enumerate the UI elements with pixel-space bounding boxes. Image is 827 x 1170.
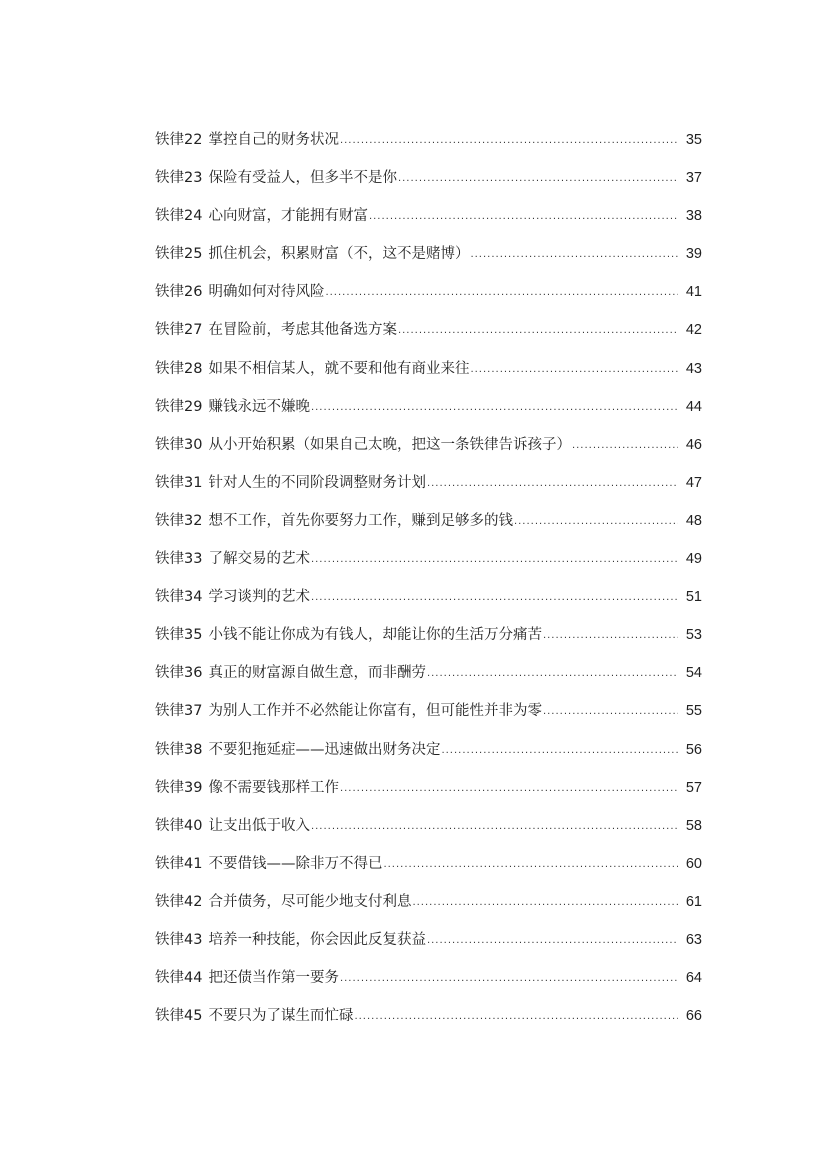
toc-entry[interactable] [155,166,702,204]
toc-entry-title: 了解交易的艺术 [208,551,310,568]
toc-entry[interactable] [155,814,702,852]
toc-entry-number: 铁律23 [155,170,203,187]
table-of-contents [155,128,702,1042]
toc-entry-title: 明确如何对待风险 [208,284,325,301]
toc-entry-number: 铁律45 [155,1008,203,1025]
toc-entry-page: 61 [685,893,702,910]
toc-entry-page: 41 [685,284,702,301]
toc-entry-page: 39 [685,246,702,263]
toc-entry-title: 让支出低于收入 [208,817,310,834]
toc-entry-page: 54 [685,665,702,682]
dot-leader [470,358,678,382]
toc-entry[interactable] [155,318,702,356]
toc-entry[interactable] [155,280,702,318]
toc-entry[interactable] [155,242,702,280]
toc-entry-page: 42 [685,322,702,339]
dot-leader [470,243,678,267]
dot-leader [311,396,678,420]
toc-entry-page: 66 [685,1008,702,1025]
toc-entry-page: 53 [685,627,702,644]
toc-entry[interactable] [155,852,702,890]
dot-leader [311,815,678,839]
toc-entry-page: 64 [685,970,702,987]
toc-entry[interactable] [155,623,702,661]
toc-entry-page: 38 [685,208,702,225]
dot-leader [340,129,678,153]
dot-leader [441,739,678,763]
toc-entry[interactable] [155,890,702,928]
toc-entry[interactable] [155,509,702,547]
dot-leader [340,777,678,801]
toc-entry-number: 铁律34 [155,589,203,606]
toc-entry-number: 铁律44 [155,970,203,987]
toc-entry[interactable] [155,395,702,433]
toc-entry-title: 保险有受益人，但多半不是你 [208,170,397,187]
toc-entry-title: 针对人生的不同阶段调整财务计划 [208,474,426,491]
toc-entry-title: 为别人工作并不必然能让你富有，但可能性并非为零 [208,703,542,720]
dot-leader [383,853,678,877]
dot-leader [398,319,678,343]
dot-leader [398,167,678,191]
toc-entry-number: 铁律41 [155,855,203,872]
toc-entry-page: 44 [685,398,702,415]
toc-entry-title: 合并债务，尽可能少地支付利息 [208,893,412,910]
toc-entry-page: 47 [685,474,702,491]
dot-leader [311,586,678,610]
toc-entry-title: 把还债当作第一要务 [208,970,339,987]
toc-entry-title: 心向财富，才能拥有财富 [208,208,368,225]
toc-entry-title: 想不工作，首先你要努力工作，赚到足够多的钱 [208,512,513,529]
dot-leader [311,548,678,572]
toc-entry-number: 铁律35 [155,627,203,644]
toc-entry[interactable] [155,585,702,623]
dot-leader [412,891,678,915]
toc-entry-number: 铁律37 [155,703,203,720]
dot-leader [572,434,678,458]
toc-entry-number: 铁律27 [155,322,203,339]
dot-leader [543,700,678,724]
toc-entry-number: 铁律42 [155,893,203,910]
toc-entry-number: 铁律32 [155,512,203,529]
toc-entry-number: 铁律40 [155,817,203,834]
toc-entry-page: 55 [685,703,702,720]
toc-entry-page: 48 [685,512,702,529]
toc-entry-number: 铁律26 [155,284,203,301]
toc-entry[interactable] [155,699,702,737]
toc-entry-number: 铁律28 [155,360,203,377]
dot-leader [340,967,678,991]
toc-entry-title: 在冒险前，考虑其他备选方案 [208,322,397,339]
toc-entry-title: 抓住机会，积累财富（不，这不是赌博） [208,246,470,263]
toc-entry-title: 不要犯拖延症——迅速做出财务决定 [208,741,441,758]
toc-entry-number: 铁律22 [155,132,203,148]
toc-entry-title: 不要借钱——除非万不得已 [208,855,383,872]
toc-entry-page: 51 [685,589,702,606]
toc-entry-number: 铁律24 [155,208,203,225]
toc-entry-number: 铁律39 [155,779,203,796]
toc-entry[interactable] [155,547,702,585]
toc-entry-page: 58 [685,817,702,834]
toc-entry-number: 铁律36 [155,665,203,682]
dot-leader [514,510,678,534]
toc-entry-title: 从小开始积累（如果自己太晚，把这一条铁律告诉孩子） [208,436,571,453]
toc-entry-number: 铁律43 [155,931,203,948]
dot-leader [543,624,678,648]
toc-entry[interactable] [155,471,702,509]
toc-entry-number: 铁律30 [155,436,203,453]
toc-entry-page: 46 [685,436,702,453]
toc-entry-title: 如果不相信某人，就不要和他有商业来往 [208,360,470,377]
toc-entry-title: 学习谈判的艺术 [208,589,310,606]
toc-entry[interactable] [155,776,702,814]
toc-entry-number: 铁律31 [155,474,203,491]
toc-entry-title: 掌控自己的财务状况 [208,132,339,148]
toc-entry-number: 铁律25 [155,246,203,263]
dot-leader [427,662,678,686]
toc-entry-page: 63 [685,931,702,948]
toc-entry-page: 60 [685,855,702,872]
dot-leader [369,205,678,229]
toc-entry[interactable] [155,928,702,966]
toc-entry-page: 49 [685,551,702,568]
toc-entry[interactable] [155,128,702,166]
toc-entry[interactable] [155,966,702,1004]
toc-entry-title: 不要只为了谋生而忙碌 [208,1008,354,1025]
toc-entry[interactable] [155,661,702,699]
toc-entry-title: 赚钱永远不嫌晚 [208,398,310,415]
toc-entry-page: 57 [685,779,702,796]
toc-entry-title: 培养一种技能，你会因此反复获益 [208,931,426,948]
toc-entry-title: 小钱不能让你成为有钱人，却能让你的生活万分痛苦 [208,627,542,644]
dot-leader [427,929,678,953]
toc-entry-number: 铁律38 [155,741,203,758]
dot-leader [325,281,678,305]
toc-entry[interactable] [155,357,702,395]
toc-entry[interactable] [155,204,702,242]
toc-entry-number: 铁律29 [155,398,203,415]
toc-entry-title: 像不需要钱那样工作 [208,779,339,796]
toc-entry-page: 35 [685,132,702,148]
toc-entry[interactable] [155,433,702,471]
dot-leader [354,1005,678,1029]
toc-entry-page: 37 [685,170,702,187]
toc-entry-page: 43 [685,360,702,377]
toc-entry[interactable] [155,1004,702,1042]
toc-entry-title: 真正的财富源自做生意，而非酬劳 [208,665,426,682]
toc-entry-number: 铁律33 [155,551,203,568]
toc-entry-page: 56 [685,741,702,758]
dot-leader [427,472,678,496]
toc-entry[interactable] [155,738,702,776]
